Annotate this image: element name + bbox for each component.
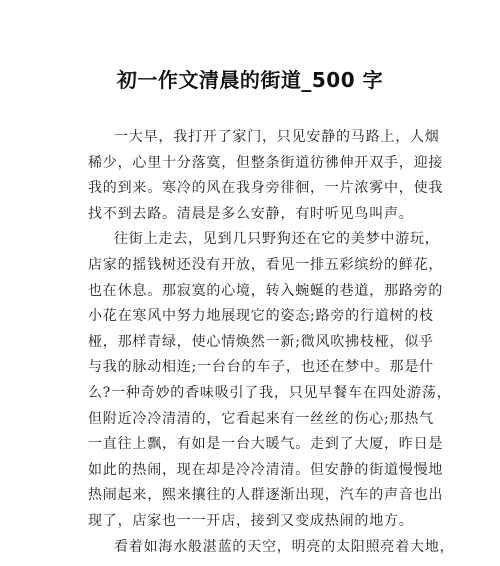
text-line: 往街上走去，见到几只野狗还在它的美梦中游玩， <box>114 231 440 248</box>
text-line: 一大早，我打开了家门，只见安静的马路上，人烟 <box>114 129 440 145</box>
text-line: 现了，店家也一一开店，接到又变成热闹的地方。 <box>88 512 414 529</box>
paragraph-1 <box>88 125 444 227</box>
text-line: 看着如海水般湛蓝的天空，明亮的太阳照亮着大地， <box>114 538 455 555</box>
text-line: 么?一种奇妙的香味吸引了我，只见早餐车在四处游荡， <box>88 384 452 401</box>
text-line: 找不到去路。清晨是多么安静，有时听见鸟叫声。 <box>88 205 414 222</box>
text-line: 但附近冷冷清清的，它看起来有一丝丝的伤心;那热气 <box>88 410 434 427</box>
document-title: 初一作文清晨的街道_500 字 <box>116 68 384 92</box>
paragraph-2 <box>88 227 452 534</box>
text-line: 与我的脉动相连;一台台的车子，也还在梦中。那是什 <box>88 359 434 376</box>
text-line: 一直往上飘，有如是一台大暖气。走到了大厦，昨日是 <box>88 436 444 453</box>
text-line: 小花在寒风中努力地展现它的姿态;路旁的行道树的枝 <box>88 308 434 325</box>
text-line: 稀少，心里十分落寞，但整条街道彷彿伸开双手，迎接 <box>88 154 444 171</box>
text-line: 桠，那样青绿，使心情焕然一新;微风吹拂枝桠，似乎 <box>88 333 434 350</box>
document-body <box>88 125 455 560</box>
text-line: 我的到来。寒冷的风在我身旁徘徊，一片浓雾中，使我 <box>88 180 444 197</box>
text-line: 热闹起来，熙来攘往的人群逐渐出现，汽车的声音也出 <box>88 487 444 504</box>
paragraph-3 <box>88 535 455 561</box>
text-line: 如此的热闹，现在却是冷冷清清。但安静的街道慢慢地 <box>88 461 444 478</box>
text-line: 店家的摇钱树还没有开放，看见一排五彩缤纷的鲜花， <box>88 256 444 273</box>
text-line: 也在休息。那寂寞的心境，转入蜿蜒的巷道，那路旁的 <box>88 282 444 299</box>
